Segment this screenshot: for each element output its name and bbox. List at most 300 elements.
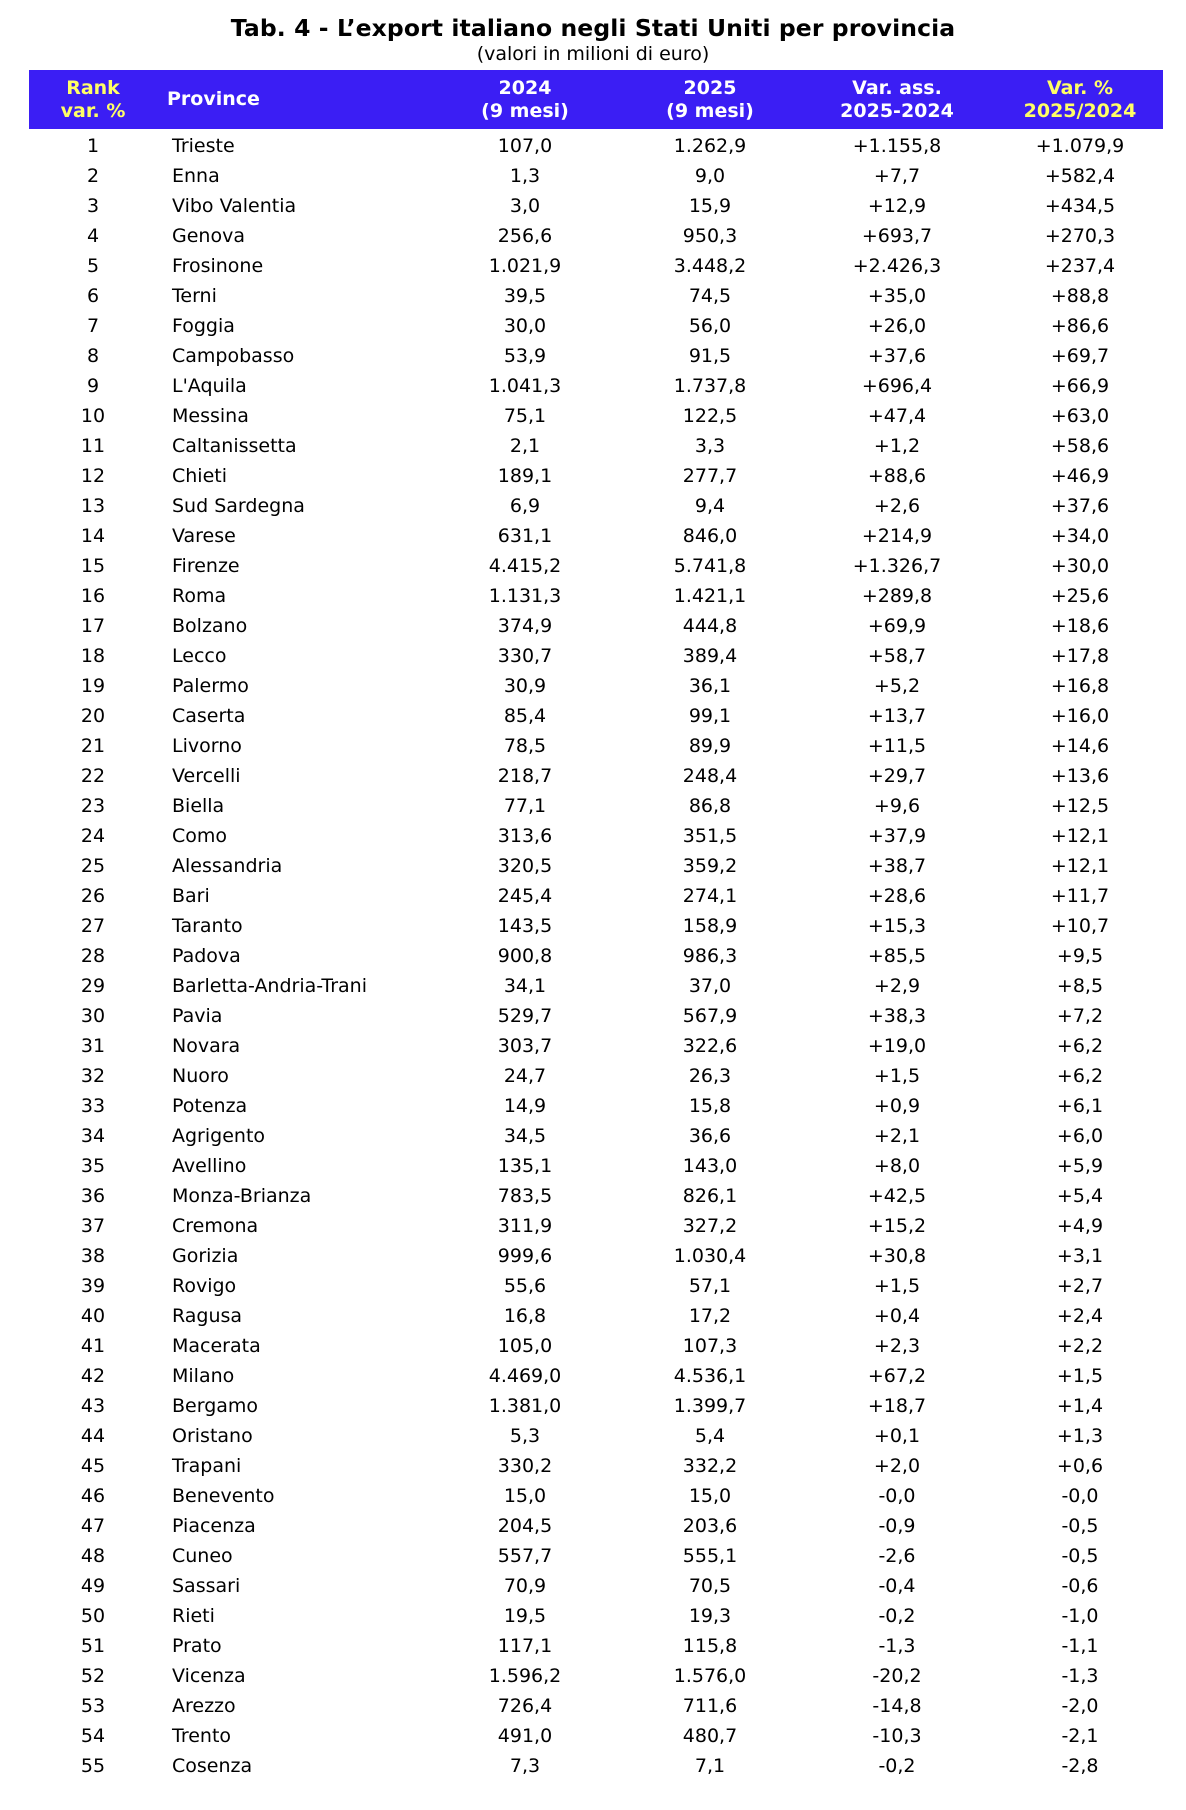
var-pct-cell: +4,9 [1056,1215,1104,1237]
var-pct-cell: +1,5 [1056,1365,1104,1387]
rank-cell: 36 [80,1185,106,1207]
value-2024-cell: 70,9 [503,1575,547,1597]
rank-cell: 10 [80,405,106,427]
table-row [0,221,1186,251]
rank-cell: 44 [80,1425,106,1447]
table-row [0,1241,1186,1271]
province-cell: L'Aquila [172,375,247,397]
province-cell: Foggia [172,315,235,337]
var-pct-cell: +12,1 [1050,825,1110,847]
value-2025-cell: 37,0 [688,975,732,997]
province-cell: Bergamo [172,1395,259,1417]
var-pct-cell: +66,9 [1050,375,1110,397]
table-row [0,851,1186,881]
value-2024-cell: 900,8 [497,945,553,967]
rank-cell: 14 [80,525,106,547]
var-pct-cell: +270,3 [1044,225,1116,247]
var-pct-cell: +14,6 [1050,735,1110,757]
table-row [0,941,1186,971]
var-abs-cell: -1,3 [878,1635,916,1657]
var-abs-cell: +214,9 [861,525,933,547]
var-pct-cell: +12,1 [1050,855,1110,877]
value-2024-cell: 39,5 [503,285,547,307]
var-pct-cell: +5,9 [1056,1155,1104,1177]
var-pct-cell: +88,8 [1050,285,1110,307]
table-row [0,821,1186,851]
var-abs-cell: +37,6 [867,345,927,367]
var-pct-cell: +37,6 [1050,495,1110,517]
table-row [0,1331,1186,1361]
var-pct-cell: +2,2 [1056,1335,1104,1357]
value-2024-cell: 135,1 [497,1155,553,1177]
var-pct-cell: +58,6 [1050,435,1110,457]
value-2024-cell: 15,0 [503,1485,547,1507]
rank-cell: 42 [80,1365,106,1387]
var-pct-cell: +10,7 [1050,915,1110,937]
value-2024-cell: 999,6 [497,1245,553,1267]
var-abs-cell: +1.155,8 [852,135,942,157]
value-2025-cell: 5,4 [694,1425,726,1447]
value-2024-cell: 105,0 [497,1335,553,1357]
var-abs-cell: +8,0 [873,1155,921,1177]
table-row [0,491,1186,521]
province-cell: Frosinone [172,255,264,277]
value-2025-cell: 15,9 [688,195,732,217]
rank-cell: 43 [80,1395,106,1417]
table-row [0,1091,1186,1121]
province-cell: Messina [172,405,249,427]
province-cell: Trapani [172,1455,242,1477]
table-row [0,1601,1186,1631]
table-row [0,401,1186,431]
province-cell: Caserta [172,705,246,727]
var-abs-cell: +1,5 [873,1275,921,1297]
value-2025-cell: 4.536,1 [673,1365,747,1387]
var-pct-cell: +2,4 [1056,1305,1104,1327]
value-2025-cell: 107,3 [682,1335,738,1357]
value-2025-cell: 5.741,8 [673,555,747,577]
value-2025-cell: 322,6 [682,1035,738,1057]
value-2025-cell: 711,6 [682,1695,738,1717]
header-var-abs [822,70,972,129]
value-2024-cell: 1.041,3 [488,375,562,397]
var-pct-cell: +11,7 [1050,885,1110,907]
value-2025-cell: 7,1 [694,1755,726,1777]
rank-cell: 28 [80,945,106,967]
var-abs-cell: +29,7 [867,765,927,787]
value-2025-cell: 19,3 [688,1605,732,1627]
province-cell: Barletta-Andria-Trani [172,975,367,997]
var-abs-cell: +0,9 [873,1095,921,1117]
var-pct-cell: +3,1 [1056,1245,1104,1267]
value-2024-cell: 311,9 [497,1215,553,1237]
header-2024-line2: (9 mesi) [481,99,569,122]
value-2025-cell: 158,9 [682,915,738,937]
province-cell: Roma [172,585,227,607]
value-2024-cell: 30,0 [503,315,547,337]
var-pct-cell: +46,9 [1050,465,1110,487]
rank-cell: 38 [80,1245,106,1267]
table-row [0,251,1186,281]
var-abs-cell: -0,4 [878,1575,916,1597]
rank-cell: 6 [86,285,100,307]
value-2024-cell: 189,1 [497,465,553,487]
header-rank-line2: var. % [60,99,126,122]
province-cell: Palermo [172,675,249,697]
rank-cell: 7 [86,315,100,337]
table-row [0,1391,1186,1421]
table-row [0,1061,1186,1091]
rank-cell: 26 [80,885,106,907]
table-subtitle: (valori in milioni di euro) [476,43,710,65]
var-pct-cell: +237,4 [1044,255,1116,277]
var-pct-cell: +6,2 [1056,1035,1104,1057]
header-2024-line1: 2024 [498,76,552,99]
header-rank-line1: Rank [66,76,120,99]
table-row [0,1181,1186,1211]
rank-cell: 13 [80,495,106,517]
var-abs-cell: -20,2 [872,1665,922,1687]
value-2024-cell: 330,2 [497,1455,553,1477]
var-abs-cell: +28,6 [867,885,927,907]
var-pct-cell: -0,6 [1061,1575,1099,1597]
table-row [0,1211,1186,1241]
var-pct-cell: +63,0 [1050,405,1110,427]
rank-cell: 35 [80,1155,106,1177]
var-abs-cell: +2,6 [873,495,921,517]
rank-cell: 4 [86,225,100,247]
province-cell: Novara [172,1035,241,1057]
value-2025-cell: 332,2 [682,1455,738,1477]
header-var-pct [1005,70,1155,129]
province-cell: Prato [172,1635,222,1657]
table-row [0,1541,1186,1571]
value-2025-cell: 1.737,8 [673,375,747,397]
var-abs-cell: +2.426,3 [852,255,942,277]
value-2025-cell: 91,5 [688,345,732,367]
var-pct-cell: +12,5 [1050,795,1110,817]
value-2025-cell: 359,2 [682,855,738,877]
var-pct-cell: +25,6 [1050,585,1110,607]
table-row [0,1751,1186,1781]
province-cell: Bari [172,885,210,907]
value-2024-cell: 3,0 [509,195,541,217]
value-2025-cell: 17,2 [688,1305,732,1327]
province-cell: Potenza [172,1095,248,1117]
province-cell: Campobasso [172,345,295,367]
value-2025-cell: 9,4 [694,495,726,517]
value-2025-cell: 274,1 [682,885,738,907]
value-2025-cell: 555,1 [682,1545,738,1567]
var-abs-cell: +19,0 [867,1035,927,1057]
value-2025-cell: 56,0 [688,315,732,337]
header-var-pct-line2: 2025/2024 [1023,99,1137,122]
province-cell: Vicenza [172,1665,246,1687]
table-row [0,1361,1186,1391]
var-pct-cell: +1,4 [1056,1395,1104,1417]
province-cell: Piacenza [172,1515,256,1537]
rank-cell: 41 [80,1335,106,1357]
value-2025-cell: 26,3 [688,1065,732,1087]
var-abs-cell: +289,8 [861,585,933,607]
var-pct-cell: +17,8 [1050,645,1110,667]
var-abs-cell: -2,6 [878,1545,916,1567]
var-abs-cell: -0,2 [878,1605,916,1627]
var-abs-cell: +35,0 [867,285,927,307]
value-2024-cell: 204,5 [497,1515,553,1537]
table-row [0,731,1186,761]
value-2025-cell: 115,8 [682,1635,738,1657]
header-rank [53,70,133,129]
province-cell: Cosenza [172,1755,253,1777]
province-cell: Padova [172,945,241,967]
table-row [0,131,1186,161]
var-pct-cell: -0,5 [1061,1515,1099,1537]
var-abs-cell: +85,5 [867,945,927,967]
table-row [0,311,1186,341]
var-abs-cell: +88,6 [867,465,927,487]
value-2025-cell: 15,0 [688,1485,732,1507]
province-cell: Nuoro [172,1065,229,1087]
province-cell: Vibo Valentia [172,195,297,217]
var-abs-cell: +0,1 [873,1425,921,1447]
value-2025-cell: 203,6 [682,1515,738,1537]
table-row [0,1661,1186,1691]
var-pct-cell: -1,3 [1061,1665,1099,1687]
table-row [0,1421,1186,1451]
var-abs-cell: +9,6 [873,795,921,817]
rank-cell: 48 [80,1545,106,1567]
var-pct-cell: +30,0 [1050,555,1110,577]
value-2025-cell: 1.399,7 [673,1395,747,1417]
var-pct-cell: +6,1 [1056,1095,1104,1117]
rank-cell: 25 [80,855,106,877]
table-row [0,1031,1186,1061]
province-cell: Agrigento [172,1125,266,1147]
province-cell: Terni [172,285,217,307]
province-cell: Milano [172,1365,235,1387]
value-2024-cell: 2,1 [509,435,541,457]
province-cell: Varese [172,525,236,547]
value-2024-cell: 143,5 [497,915,553,937]
value-2024-cell: 117,1 [497,1635,553,1657]
table-row [0,641,1186,671]
var-pct-cell: +434,5 [1044,195,1116,217]
rank-cell: 22 [80,765,106,787]
value-2024-cell: 245,4 [497,885,553,907]
var-abs-cell: +67,2 [867,1365,927,1387]
value-2024-cell: 30,9 [503,675,547,697]
var-pct-cell: +2,7 [1056,1275,1104,1297]
rank-cell: 39 [80,1275,106,1297]
rank-cell: 27 [80,915,106,937]
var-abs-cell: +15,3 [867,915,927,937]
var-abs-cell: +37,9 [867,825,927,847]
province-cell: Macerata [172,1335,261,1357]
var-abs-cell: +13,7 [867,705,927,727]
table-body [0,131,1186,1781]
table-row [0,551,1186,581]
province-cell: Como [172,825,228,847]
var-pct-cell: +18,6 [1050,615,1110,637]
province-cell: Chieti [172,465,228,487]
var-abs-cell: +5,2 [873,675,921,697]
province-cell: Taranto [172,915,243,937]
rank-cell: 16 [80,585,106,607]
province-cell: Lecco [172,645,227,667]
province-cell: Pavia [172,1005,223,1027]
value-2025-cell: 122,5 [682,405,738,427]
rank-cell: 47 [80,1515,106,1537]
value-2025-cell: 1.421,1 [673,585,747,607]
var-abs-cell: +2,1 [873,1125,921,1147]
province-cell: Avellino [172,1155,247,1177]
var-abs-cell: +38,3 [867,1005,927,1027]
value-2025-cell: 1.262,9 [673,135,747,157]
header-2024 [455,70,595,129]
rank-cell: 31 [80,1035,106,1057]
var-abs-cell: +18,7 [867,1395,927,1417]
province-cell: Livorno [172,735,242,757]
var-pct-cell: +1,3 [1056,1425,1104,1447]
var-abs-cell: +1,2 [873,435,921,457]
var-pct-cell: -1,1 [1061,1635,1099,1657]
value-2024-cell: 1.381,0 [488,1395,562,1417]
value-2024-cell: 75,1 [503,405,547,427]
value-2024-cell: 77,1 [503,795,547,817]
value-2024-cell: 34,5 [503,1125,547,1147]
province-cell: Arezzo [172,1695,236,1717]
var-pct-cell: +9,5 [1056,945,1104,967]
rank-cell: 52 [80,1665,106,1687]
value-2024-cell: 726,4 [497,1695,553,1717]
value-2025-cell: 9,0 [694,165,726,187]
value-2024-cell: 330,7 [497,645,553,667]
header-province-label: Province [167,88,260,110]
var-abs-cell: +2,3 [873,1335,921,1357]
table-row [0,701,1186,731]
var-pct-cell: +8,5 [1056,975,1104,997]
province-cell: Vercelli [172,765,241,787]
value-2025-cell: 3,3 [694,435,726,457]
province-cell: Gorizia [172,1245,239,1267]
value-2024-cell: 107,0 [497,135,553,157]
table-row [0,461,1186,491]
header-province [167,70,367,129]
header-var-pct-line1: Var. % [1046,76,1114,99]
table-row [0,911,1186,941]
value-2025-cell: 248,4 [682,765,738,787]
province-cell: Trento [172,1725,232,1747]
var-abs-cell: +47,4 [867,405,927,427]
var-pct-cell: +6,2 [1056,1065,1104,1087]
table-row [0,1511,1186,1541]
var-abs-cell: -10,3 [872,1725,922,1747]
province-cell: Benevento [172,1485,275,1507]
value-2024-cell: 6,9 [509,495,541,517]
value-2024-cell: 783,5 [497,1185,553,1207]
value-2025-cell: 480,7 [682,1725,738,1747]
var-abs-cell: +38,7 [867,855,927,877]
value-2024-cell: 1,3 [509,165,541,187]
rank-cell: 17 [80,615,106,637]
value-2024-cell: 7,3 [509,1755,541,1777]
table-row [0,1631,1186,1661]
table-row [0,1691,1186,1721]
value-2024-cell: 4.415,2 [488,555,562,577]
value-2024-cell: 34,1 [503,975,547,997]
value-2025-cell: 70,5 [688,1575,732,1597]
var-abs-cell: +26,0 [867,315,927,337]
value-2025-cell: 1.576,0 [673,1665,747,1687]
var-pct-cell: -2,1 [1061,1725,1099,1747]
rank-cell: 51 [80,1635,106,1657]
table-row [0,521,1186,551]
var-abs-cell: +42,5 [867,1185,927,1207]
var-pct-cell: -0,5 [1061,1545,1099,1567]
rank-cell: 18 [80,645,106,667]
table-header [29,70,1163,129]
rank-cell: 37 [80,1215,106,1237]
table-row [0,671,1186,701]
province-cell: Biella [172,795,225,817]
rank-cell: 54 [80,1725,106,1747]
rank-cell: 24 [80,825,106,847]
value-2025-cell: 826,1 [682,1185,738,1207]
value-2025-cell: 74,5 [688,285,732,307]
var-pct-cell: -0,0 [1061,1485,1099,1507]
table-row [0,161,1186,191]
table-row [0,581,1186,611]
value-2024-cell: 4.469,0 [488,1365,562,1387]
var-abs-cell: +11,5 [867,735,927,757]
value-2024-cell: 529,7 [497,1005,553,1027]
table-row [0,791,1186,821]
rank-cell: 49 [80,1575,106,1597]
table-row [0,1481,1186,1511]
value-2025-cell: 1.030,4 [673,1245,747,1267]
table-row [0,1001,1186,1031]
value-2024-cell: 16,8 [503,1305,547,1327]
province-cell: Monza-Brianza [172,1185,312,1207]
province-cell: Rovigo [172,1275,237,1297]
value-2025-cell: 99,1 [688,705,732,727]
province-cell: Bolzano [172,615,248,637]
var-abs-cell: -14,8 [872,1695,922,1717]
rank-cell: 3 [86,195,100,217]
value-2025-cell: 15,8 [688,1095,732,1117]
value-2024-cell: 53,9 [503,345,547,367]
var-abs-cell: -0,0 [878,1485,916,1507]
value-2025-cell: 986,3 [682,945,738,967]
rank-cell: 32 [80,1065,106,1087]
var-pct-cell: +7,2 [1056,1005,1104,1027]
rank-cell: 8 [86,345,100,367]
rank-cell: 34 [80,1125,106,1147]
table-title: Tab. 4 - L’export italiano negli Stati Uniti per provincia [230,14,956,42]
province-cell: Ragusa [172,1305,243,1327]
province-cell: Sud Sardegna [172,495,305,517]
value-2025-cell: 36,1 [688,675,732,697]
rank-cell: 30 [80,1005,106,1027]
value-2024-cell: 24,7 [503,1065,547,1087]
table-row [0,1121,1186,1151]
value-2024-cell: 218,7 [497,765,553,787]
var-abs-cell: +1,5 [873,1065,921,1087]
rank-cell: 15 [80,555,106,577]
value-2024-cell: 1.131,3 [488,585,562,607]
var-abs-cell: +2,0 [873,1455,921,1477]
